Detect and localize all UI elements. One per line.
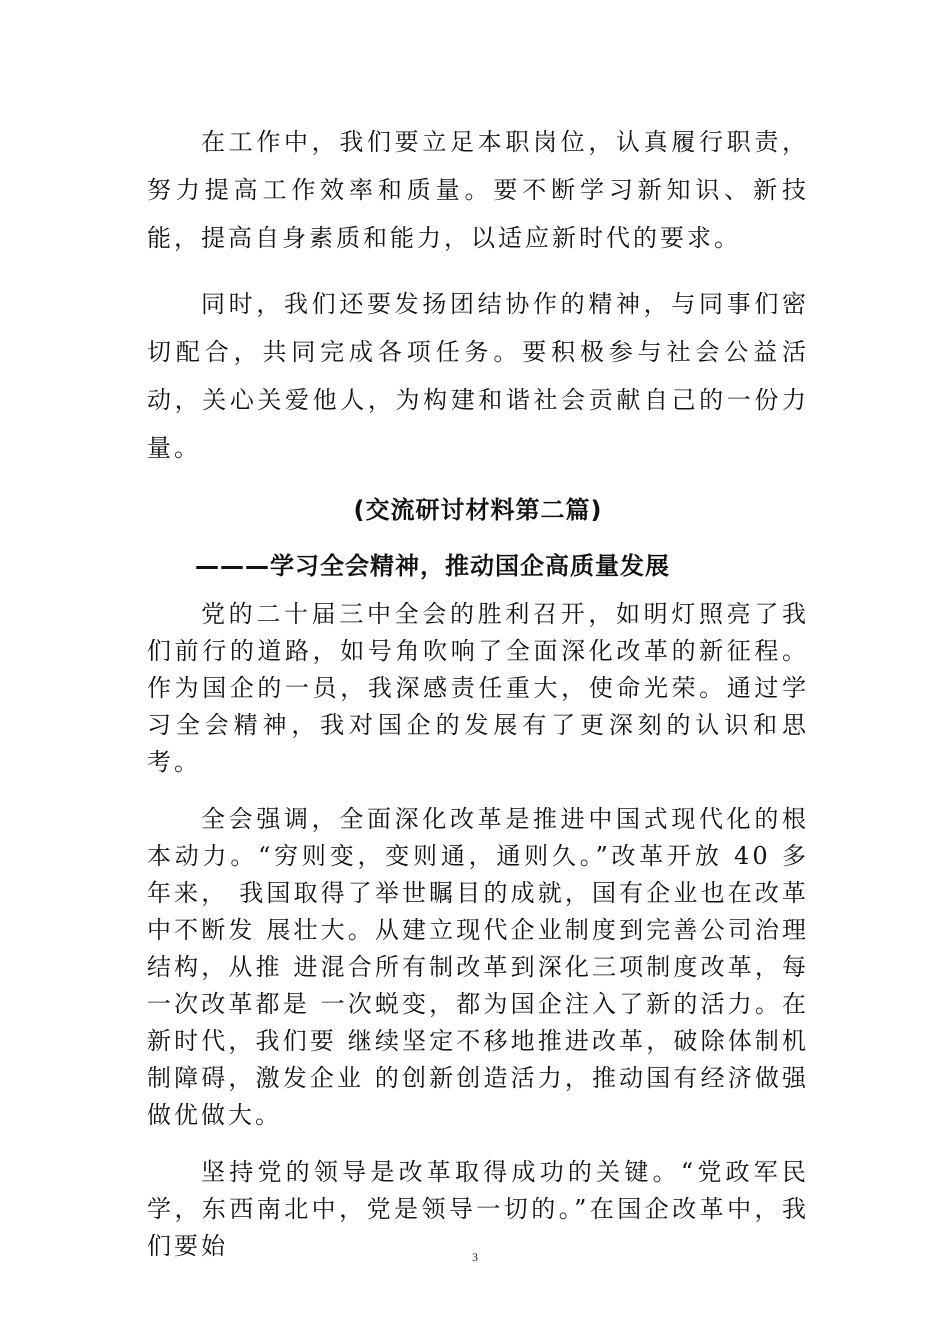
section-title: (交流研讨材料第二篇) bbox=[353, 496, 603, 524]
document-body bbox=[147, 118, 809, 1285]
paragraph-teamwork: 同时，我们还要发扬团结协作的精神，与同事们密切配合，共同完成各项任务。要积极参与社会公益活动，关心关爱他人，为构建和谐社会贡献自己的一份力量。 bbox=[147, 290, 809, 462]
page-number: 3 bbox=[472, 1250, 478, 1264]
paragraph-reform-emphasis: 全会强调，全面深化改革是推进中国式现代化的根本动力。“穷则变，变则通，通则久。”改革开放 40 多年来， 我国取得了举世瞩目的成就，国有企业也在改革中不断发 展壮大。从建立现代企业制度到完善公司治理结构，从推 进混合所有制改革到深化三项制度改革，每一次改革都是 一次蜕变，都为国企注入了新的活力。在新时代，我们要 继续坚定不移地推进改革，破除体制机制障碍，激发企业 的创新创造活力，推动国有经济做强做优做大。 bbox=[147, 805, 809, 1129]
paragraph-party-leadership: 坚持党的领导是改革取得成功的关键。“党政军民学，东西南北中，党是领导一切的。”在国企改革中，我们要始 bbox=[147, 1158, 809, 1260]
section-subtitle: ———学习全会精神，推动国企高质量发展 bbox=[195, 552, 670, 580]
paragraph-work-duties: 在工作中，我们要立足本职岗位，认真履行职责，努力提高工作效率和质量。要不断学习新知识、新技能，提高自身素质和能力，以适应新时代的要求。 bbox=[147, 128, 809, 252]
paragraph-plenum-intro: 党的二十届三中全会的胜利召开，如明灯照亮了我们前行的道路，如号角吹响了全面深化改革的新征程。作为国企的一员，我深感责任重大，使命光荣。通过学习全会精神，我对国企的发展有了更深刻的认识和思考。 bbox=[147, 600, 809, 776]
